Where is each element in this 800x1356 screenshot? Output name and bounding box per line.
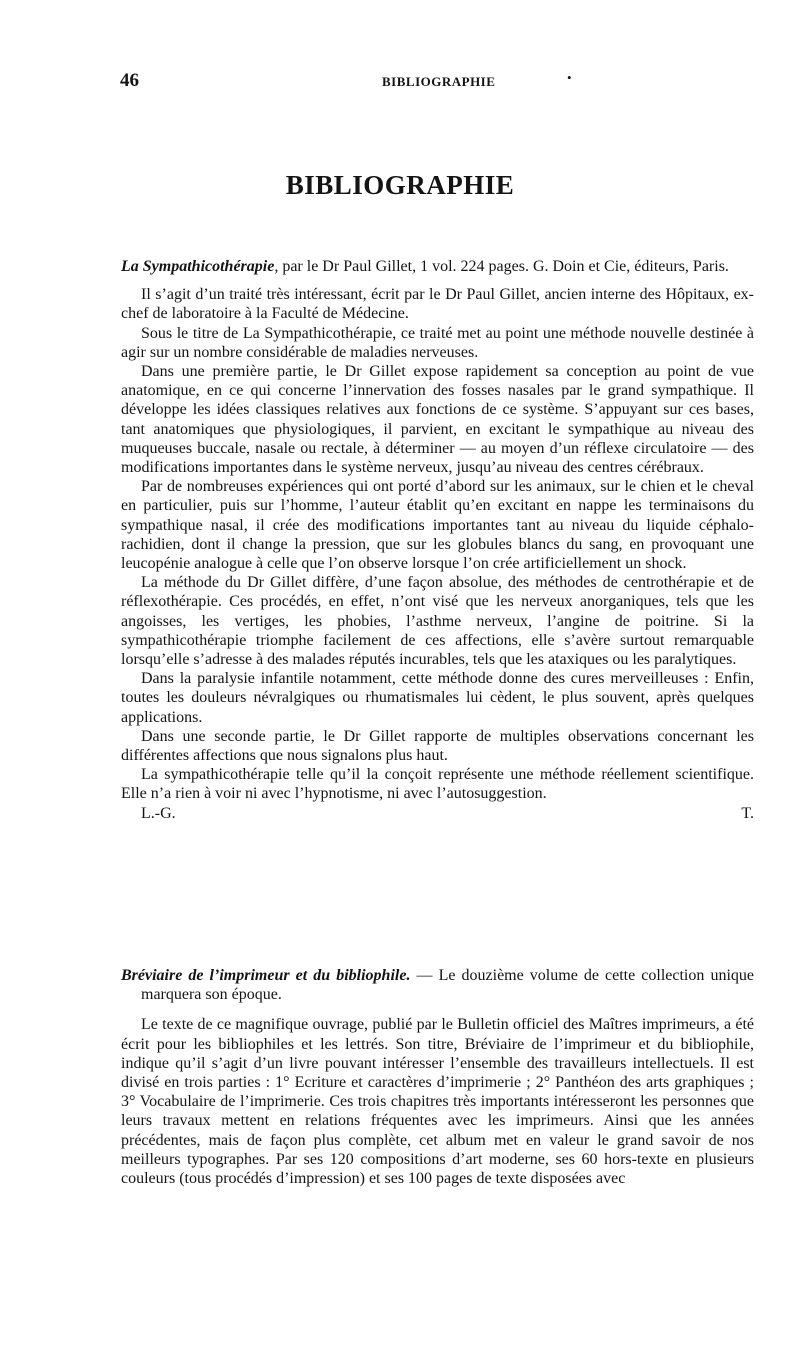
reference-details: , par le Dr Paul Gillet, 1 vol. 224 pages. G. Doin et Cie, éditeurs, Paris.: [274, 258, 729, 275]
review-reference: [121, 966, 754, 1004]
review-breviaire: [121, 966, 754, 1188]
header-mark: •: [567, 70, 572, 85]
running-head: [120, 70, 760, 98]
paragraph: Dans la paralysie infantile notamment, cette méthode donne des cures merveilleuses : Enfin, toutes les douleurs névralgiques ou rhumatismales lui cèdent, le plus souvent, après quelques applications.: [121, 670, 754, 726]
paragraph: Le texte de ce magnifique ouvrage, publié par le Bulletin officiel des Maîtres imprimeurs, a été écrit pour les bibliophiles et les lettrés. Son titre, Bréviaire de l’imprimeur et du bibliophile, indique qu’il s’agit d’un livre pouvant intéresser l’ensemble des travailleurs intellectuels. Il est divisé en trois parties : 1° Ecriture et caractères d’imprimerie ; 2° Panthéon des arts graphiques ; 3° Vocabulaire de l’imprimerie. Ces trois chapitres très importants intéresseront les personnes que leurs travaux mettent en relations fréquentes avec les imprimeurs. Ainsi que les années précédentes, mais de façon plus complète, cet album met en valeur le grand savoir de nos meilleurs typographes. Par ses 120 compositions d’art moderne, ses 60 hors-texte en plusieurs couleurs (tous procédés d’impression) et ses 100 pages de texte disposées avec: [121, 1016, 754, 1188]
reference-details: — Le douzième volume de cette collection unique marquera son époque.: [141, 967, 754, 1004]
review-sympathicotherapie: [121, 257, 754, 823]
book-title: Bréviaire de l’imprimeur et du bibliophile.: [121, 967, 411, 984]
paragraph: Sous le titre de La Sympathicothérapie, ce traité met au point une méthode nouvelle destinée à agir sur un nombre considérable de maladies nerveuses.: [121, 324, 754, 361]
book-title: La Sympathicothérapie: [121, 258, 275, 275]
paragraph: Il s’agit d’un traité très intéressant, écrit par le Dr Paul Gillet, ancien interne des Hôpitaux, ex-chef de laboratoire à la Faculté de Médecine.: [121, 286, 754, 323]
running-title: BIBLIOGRAPHIE: [382, 74, 496, 89]
review-reference: [121, 257, 754, 276]
paragraph: La méthode du Dr Gillet diffère, d’une façon absolue, des méthodes de centrothérapie et de réflexothérapie. Ces procédés, en effet, n’ont visé que les nerveux anorganiques, tels que les angoisses, les vertiges, les phobies, l’asthme nerveux, l’angine de poitrine. Si la sympathicothérapie triomphe facilement de ces affections, elle s’avère surtout remarquable lorsqu’elle s’adresse à des malades réputés incurables, tels que les ataxiques ou les paralytiques.: [121, 574, 754, 669]
paragraph: Par de nombreuses expériences qui ont porté d’abord sur les animaux, sur le chien et le cheval en particulier, puis sur l’homme, l’auteur établit qu’en excitant en nappe les terminaisons du sympathique nasal, il crée des modifications importantes tant au niveau du liquide céphalo-rachidien, dont il change la pression, que sur les globules blancs du sang, en provoquant une leucopénie analogue à celle que l’on observe lorsque l’on crée artificiellement un shock.: [121, 478, 754, 573]
page-number: 46: [120, 70, 139, 91]
page-title: BIBLIOGRAPHIE: [285, 170, 515, 200]
paragraph: Dans une seconde partie, le Dr Gillet rapporte de multiples observations concernant les différentes affections que nous signalons plus haut.: [121, 727, 754, 765]
paragraph: Dans une première partie, le Dr Gillet expose rapidement sa conception au point de vue anatomique, en ce qui concerne l’innervation des fosses nasales par le grand sympathique. Il développe les idées classiques relatives aux fonctions de ce système. S’appuyant sur ces bases, tant anatomiques que physiologiques, il parvient, en excitant le sympathique au niveau des muqueuses buccale, nasale ou rectale, à déterminer — au moyen d’un réflexe circulatoire — des modifications importantes dans le système nerveux, jusqu’au niveau des centres cérébraux.: [121, 363, 754, 477]
signature: L.-G. T.: [141, 804, 754, 822]
paragraph: La sympathicothérapie telle qu’il la conçoit représente une méthode réellement scientifique. Elle n’a rien à voir ni avec l’hypnotisme, ni avec l’autosuggestion.: [121, 766, 754, 803]
signature-line: [121, 804, 754, 823]
